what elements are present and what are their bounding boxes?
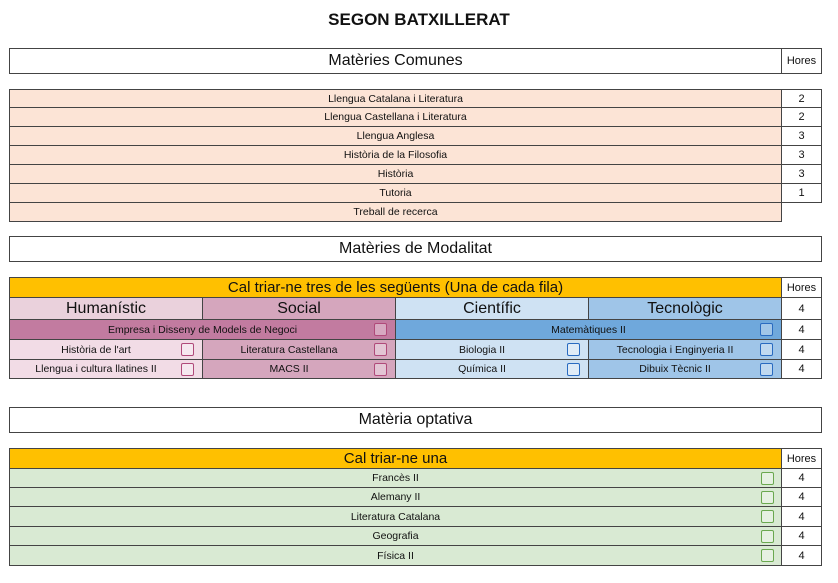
modalitat-instruction: Cal triar-ne tres de les següents (Una de cada fila): [9, 277, 782, 298]
option-macs[interactable]: [202, 359, 396, 379]
optativa-heading: Matèria optativa: [9, 407, 822, 433]
comunes-row: Treball de recerca: [9, 202, 782, 222]
option-biologia[interactable]: [395, 339, 589, 360]
option-label: Física II: [377, 549, 414, 562]
checkbox[interactable]: [760, 363, 773, 376]
option-label: Dibuix Tècnic II: [639, 363, 711, 375]
modalitat-hours: 4: [781, 297, 822, 320]
comunes-row: Llengua Castellana i Literatura: [9, 107, 782, 127]
option-label: Química II: [458, 363, 506, 375]
optativa-hours: 4: [781, 526, 822, 546]
option-frances[interactable]: [9, 468, 782, 488]
comunes-row: Llengua Catalana i Literatura: [9, 89, 782, 108]
option-llengua-llatines[interactable]: [9, 359, 203, 379]
option-literatura-castellana[interactable]: [202, 339, 396, 360]
checkbox[interactable]: [374, 323, 387, 336]
checkbox[interactable]: [374, 363, 387, 376]
option-label: Literatura Catalana: [350, 510, 441, 523]
column-cientific: Científic: [395, 297, 589, 320]
option-dibuix-tecnic[interactable]: [588, 359, 782, 379]
column-tecnologic: Tecnològic: [588, 297, 782, 320]
optativa-hours: 4: [781, 487, 822, 507]
option-tecnologia[interactable]: [588, 339, 782, 360]
option-fisica[interactable]: [9, 545, 782, 566]
comunes-hours: 3: [781, 145, 822, 165]
option-empresa-disseny[interactable]: [9, 319, 396, 340]
comunes-row: Tutoria: [9, 183, 782, 203]
comunes-row: Història de la Filosofia: [9, 145, 782, 165]
option-label: Alemany II: [370, 491, 421, 503]
optativa-hours: 4: [781, 468, 822, 488]
option-label: Geografia: [372, 530, 419, 542]
comunes-row: Història: [9, 164, 782, 184]
modalitat-hours: 4: [781, 319, 822, 340]
comunes-hours: 3: [781, 164, 822, 184]
option-label: Empresa i Disseny de Models de Negoci: [107, 323, 298, 336]
checkbox[interactable]: [761, 549, 774, 562]
comunes-row: Llengua Anglesa: [9, 126, 782, 146]
option-label: Llengua i cultura llatines II: [35, 363, 157, 375]
checkbox[interactable]: [761, 510, 774, 523]
option-historia-art[interactable]: [9, 339, 203, 360]
option-matematiques[interactable]: [395, 319, 782, 340]
checkbox[interactable]: [761, 530, 774, 543]
checkbox[interactable]: [567, 363, 580, 376]
column-social: Social: [202, 297, 396, 320]
comunes-heading: Matèries Comunes: [9, 48, 782, 74]
option-label: Biologia II: [458, 343, 506, 356]
option-label: Tecnologia i Enginyeria II: [616, 343, 734, 356]
option-quimica[interactable]: [395, 359, 589, 379]
option-label: Història de l'art: [61, 343, 131, 356]
comunes-hours: 1: [781, 183, 822, 203]
checkbox[interactable]: [760, 343, 773, 356]
option-alemany[interactable]: [9, 487, 782, 507]
checkbox[interactable]: [181, 343, 194, 356]
comunes-hours: 2: [781, 107, 822, 127]
checkbox[interactable]: [761, 472, 774, 485]
option-label: Francès II: [372, 472, 419, 484]
optativa-hours-header: Hores: [781, 448, 822, 469]
checkbox[interactable]: [761, 491, 774, 504]
comunes-hours: 2: [781, 89, 822, 108]
option-label: Matemàtiques II: [551, 323, 626, 336]
checkbox[interactable]: [760, 323, 773, 336]
optativa-hours: 4: [781, 545, 822, 566]
optativa-instruction: Cal triar-ne una: [9, 448, 782, 469]
option-label: MACS II: [269, 363, 309, 375]
checkbox[interactable]: [567, 343, 580, 356]
comunes-hours-header: Hores: [781, 48, 822, 74]
comunes-hours: 3: [781, 126, 822, 146]
modalitat-hours: 4: [781, 339, 822, 360]
optativa-hours: 4: [781, 506, 822, 527]
modalitat-hours: 4: [781, 359, 822, 379]
modalitat-hours-header: Hores: [781, 277, 822, 298]
option-literatura-catalana[interactable]: [9, 506, 782, 527]
modalitat-heading: Matèries de Modalitat: [9, 236, 822, 262]
column-humanistic: Humanístic: [9, 297, 203, 320]
option-geografia[interactable]: [9, 526, 782, 546]
checkbox[interactable]: [374, 343, 387, 356]
option-label: Literatura Castellana: [240, 343, 338, 356]
page-title: SEGON BATXILLERAT: [328, 10, 510, 29]
checkbox[interactable]: [181, 363, 194, 376]
